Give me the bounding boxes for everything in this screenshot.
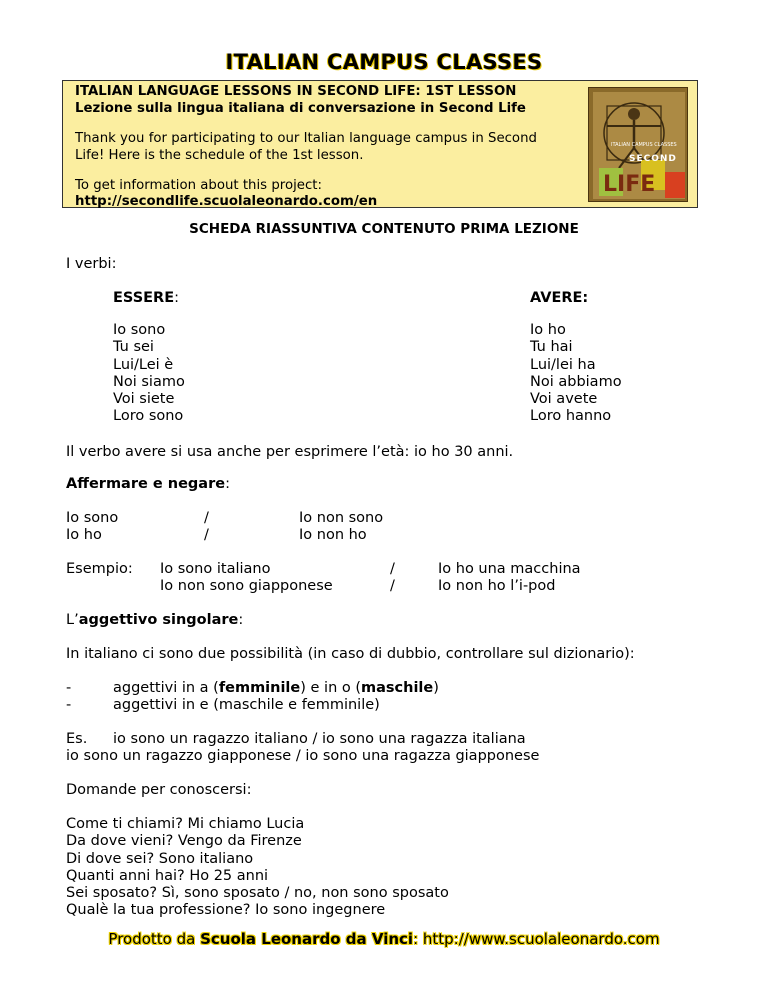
bullet-maschile: maschile [361,680,434,696]
intro-line-3: Thank you for participating to our Italian language campus in Second [75,131,537,146]
footer-school-name: Scuola Leonardo da Vinci [200,930,414,948]
adjective-heading [66,612,243,628]
affirm-right-item: Io non sono [299,510,384,526]
avere-form: Lui/lei ha [530,356,596,373]
affirm-slash: / [204,527,209,544]
avere-form: Tu hai [530,339,573,356]
essere-form: Tu sei [113,339,154,356]
essere-heading [113,290,179,306]
affirm-slashes [204,510,209,545]
affirm-slash: / [204,510,209,526]
es-line-1: io sono un ragazzo italiano / io sono una ragazza italiana [113,731,526,747]
question-item: Da dove vieni? Vengo da Firenze [66,833,302,850]
intro-line-2: Lezione sulla lingua italiana di conversazione in Second Life [75,101,526,116]
essere-form: Voi siete [113,391,175,408]
logo-text-top: ITALIAN CAMPUS CLASSES [611,142,677,148]
affirm-colon: : [225,476,230,492]
question-item: Quanti anni hai? Ho 25 anni [66,867,269,884]
second-life-logo [588,87,688,202]
affirm-right [299,510,383,545]
questions-list [66,816,449,920]
essere-title: ESSERE [113,290,175,306]
adjective-prefix: L’ [66,612,79,628]
essere-conjugation [113,322,185,426]
age-note: Il verbo avere si usa anche per esprimere l’età: io ho 30 anni. [66,444,514,460]
bullet-dash: - [66,697,72,713]
example-left-item: Io non sono giapponese [160,578,333,595]
bullet-text: ) e in o ( [300,680,362,696]
bullet-dash: - [66,680,72,696]
avere-conjugation [530,322,622,426]
question-item: Di dove sei? Sono italiano [66,850,254,867]
affirm-left [66,510,118,545]
adjective-colon: : [238,612,244,628]
example-right [438,561,581,596]
section-heading: SCHEDA RIASSUNTIVA CONTENUTO PRIMA LEZIONE [189,221,579,237]
intro-line-1: ITALIAN LANGUAGE LESSONS IN SECOND LIFE: 1ST LESSON [75,84,517,99]
es-line-2: io sono un ragazzo giapponese / io sono una ragazza giapponese [66,748,540,764]
bullet-item-1 [113,680,439,696]
es-label: Es. [66,731,88,747]
essere-form: Lui/Lei è [113,356,174,373]
essere-form: Loro sono [113,408,184,425]
footer-link[interactable]: : http://www.scuolaleonardo.com [413,930,660,948]
page-title: ITALIAN CAMPUS CLASSES [225,50,543,74]
avere-form: Io ho [530,322,566,338]
bullet-text: ) [433,680,439,696]
adjective-title: aggettivo singolare [78,612,239,628]
affirm-title: Affermare e negare [66,476,226,492]
essere-form: Io sono [113,322,166,338]
affirm-right-item: Io non ho [299,527,367,544]
bullet-femminile: femminile [218,680,301,696]
affirm-left-item: Io sono [66,510,119,526]
bullet-text: aggettivi in a ( [113,680,219,696]
example-slash: / [390,561,395,577]
intro-line-4: Life! Here is the schedule of the 1st lesson. [75,148,364,163]
essere-colon: : [174,290,180,306]
essere-form: Noi siamo [113,373,185,390]
intro-link[interactable]: http://secondlife.scuolaleonardo.com/en [75,194,378,209]
example-left [160,561,333,596]
questions-label: Domande per conoscersi: [66,782,252,798]
possibilities-text: In italiano ci sono due possibilità (in caso di dubbio, controllare sul dizionario): [66,646,635,662]
logo-text-bottom: LIFE [603,172,656,197]
question-item: Qualè la tua professione? Io sono ingegnere [66,902,386,919]
verbs-label: I verbi: [66,256,117,272]
affirm-left-item: Io ho [66,527,102,544]
avere-title: AVERE: [530,290,589,306]
example-slashes [390,561,395,596]
intro-line-5: To get information about this project: [75,178,322,193]
footer-prefix: Prodotto da [108,930,201,948]
avere-form: Voi avete [530,391,598,408]
question-item: Sei sposato? Sì, sono sposato / no, non sono sposato [66,885,449,902]
example-left-item: Io sono italiano [160,561,271,577]
example-label: Esempio: [66,561,133,577]
question-item: Come ti chiami? Mi chiamo Lucia [66,816,305,832]
footer [0,930,768,948]
logo-text-mid: SECOND [629,154,677,164]
bullet-item-2: aggettivi in e (maschile e femminile) [113,697,380,713]
avere-form: Loro hanno [530,408,612,425]
example-right-item: Io non ho l’i-pod [438,578,556,595]
avere-form: Noi abbiamo [530,373,622,390]
example-right-item: Io ho una macchina [438,561,581,577]
example-slash: / [390,578,395,595]
affirm-heading [66,476,230,492]
